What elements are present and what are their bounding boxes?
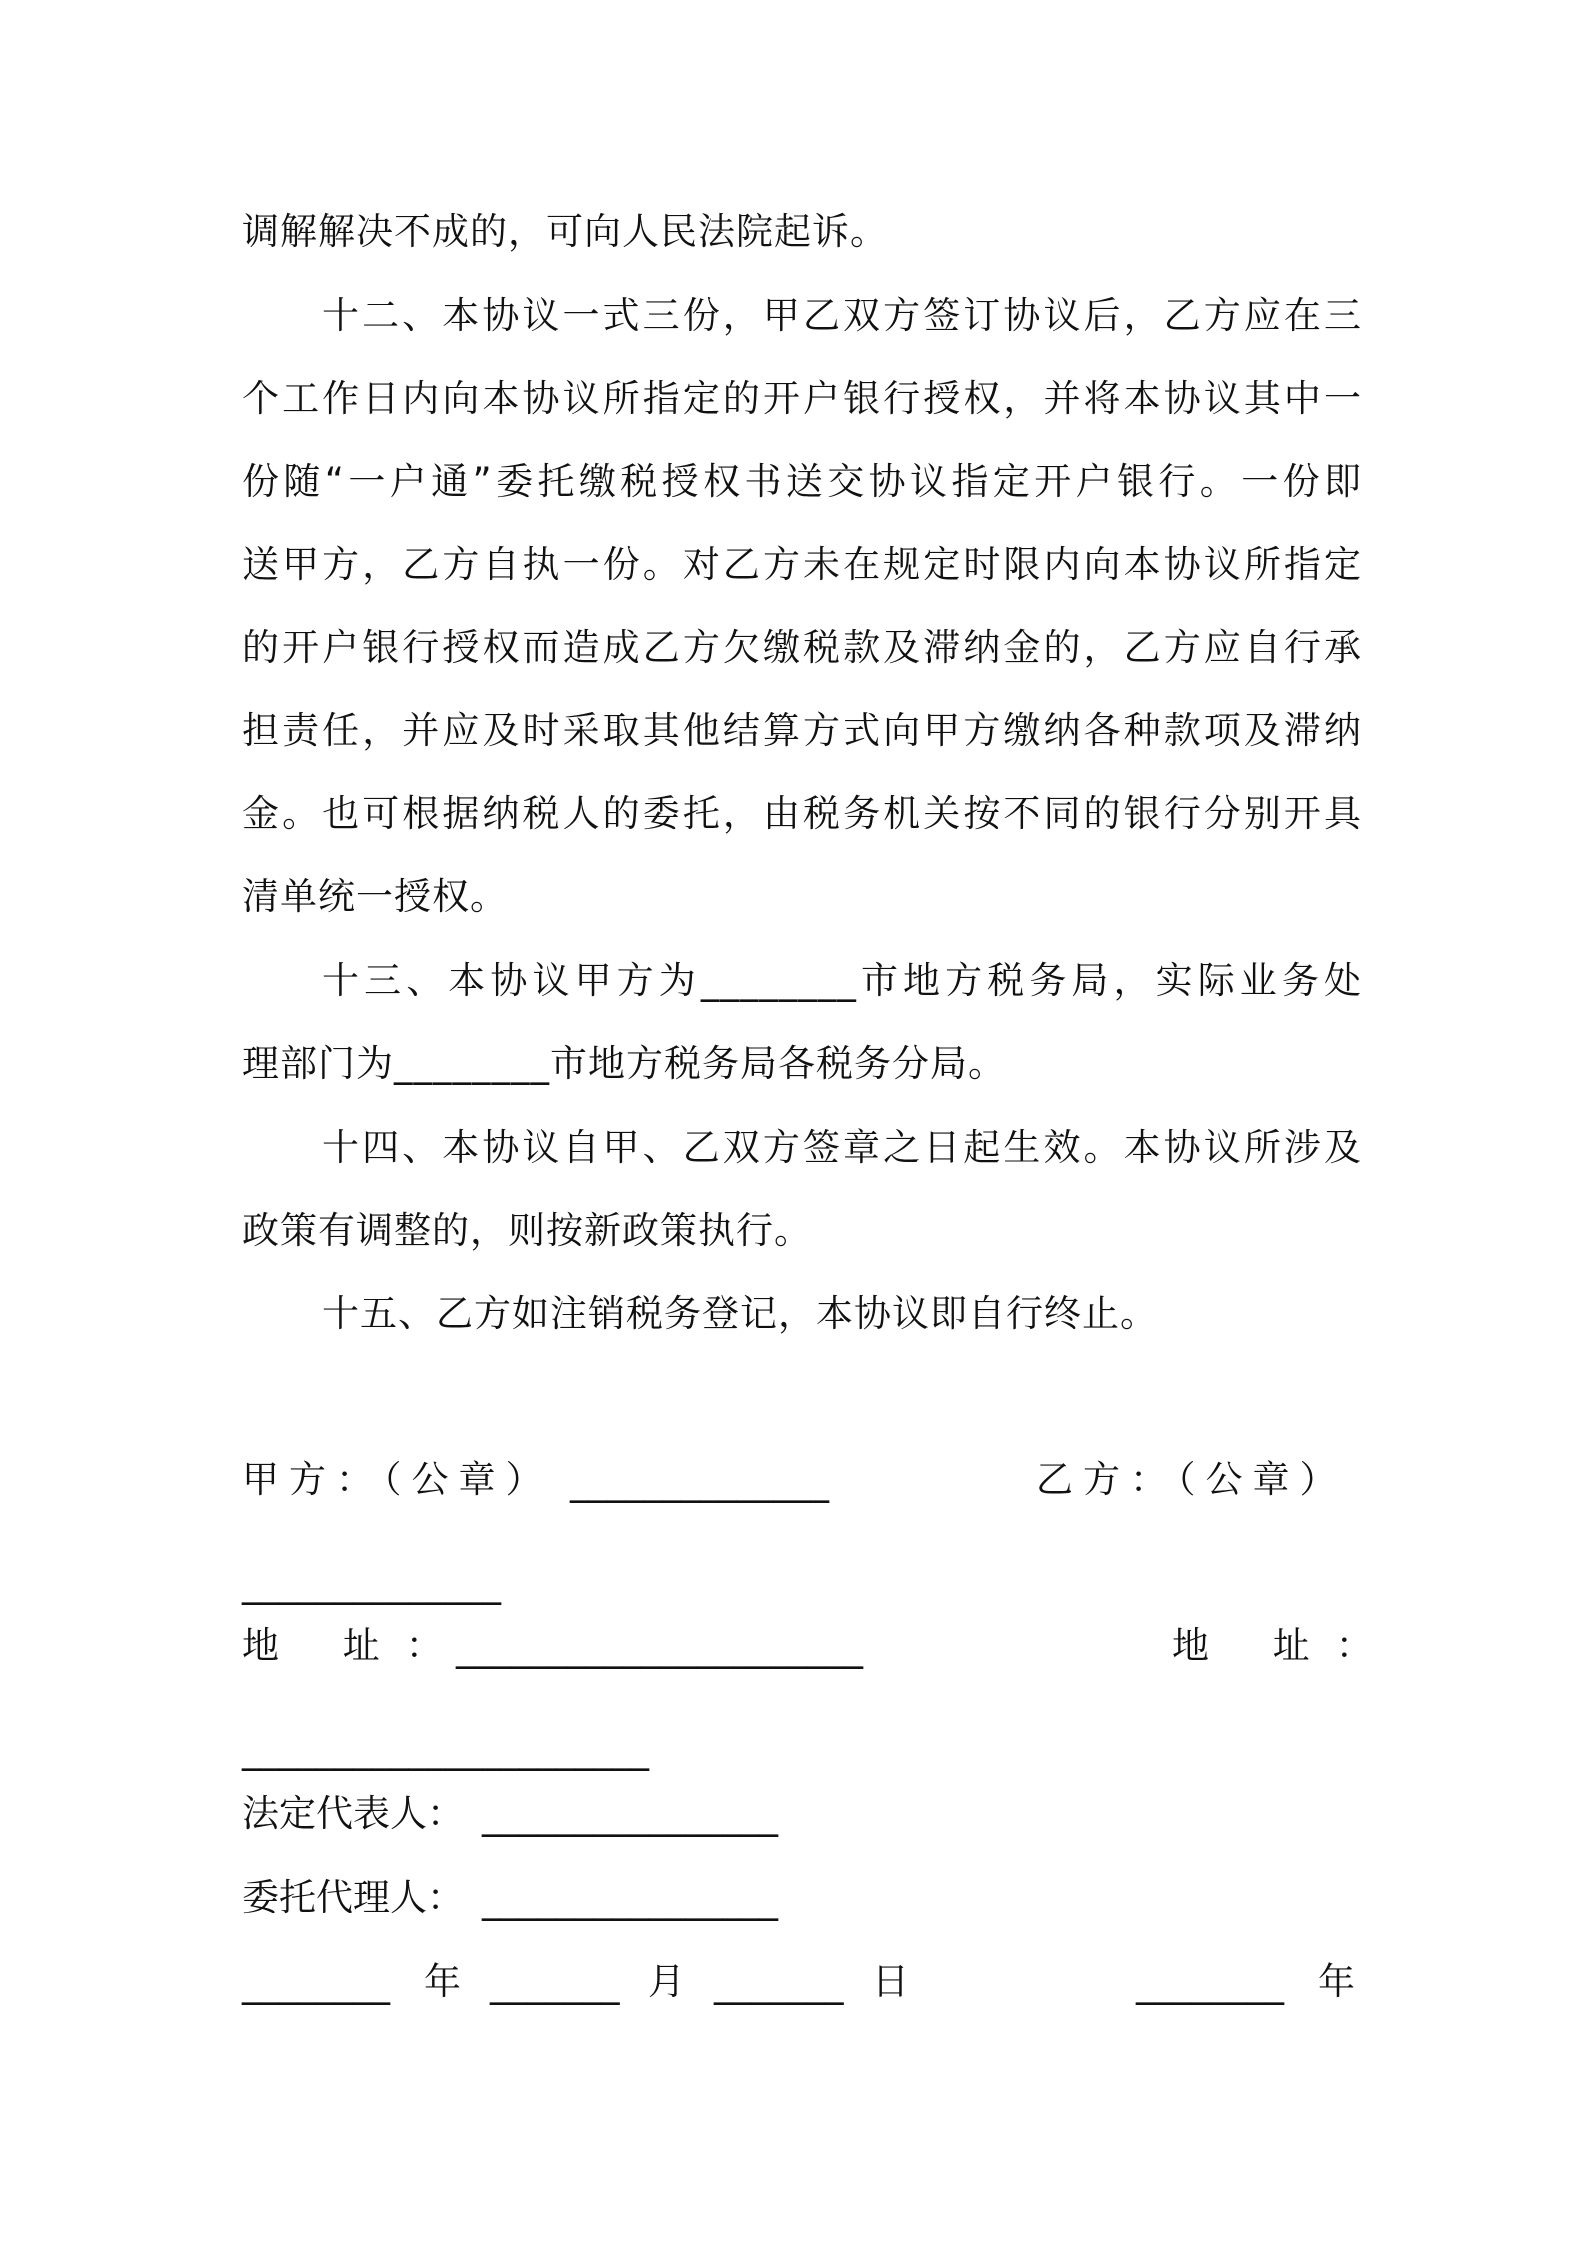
party-b-label: 乙方：（公章） — [1036, 1458, 1347, 1501]
party-a-seal-line: ______________ — [570, 1460, 829, 1503]
legal-representative-label: 法定代表人： — [242, 1792, 464, 1835]
clause-eleven-end: 调解解决不成的，可向人民法院起诉。 — [242, 210, 888, 253]
date-year-char: 年 — [424, 1960, 461, 2003]
address-a-line: ______________________ — [456, 1626, 863, 1669]
legal-representative-line: ________________ — [482, 1794, 778, 1837]
agent-label: 委托代理人： — [242, 1876, 464, 1919]
clause-twelve-line-8: 清单统一授权。 — [242, 875, 508, 918]
clause-thirteen-line-2: 理部门为________市地方税务局各税务分局。 — [242, 1042, 1006, 1085]
clause-twelve-line-5: 的开户银行授权而造成乙方欠缴税款及滞纳金的，乙方应自行承 — [242, 626, 1362, 669]
address-b-label: 地 址： — [1172, 1624, 1399, 1667]
clause-thirteen-line-1: 十三、本协议甲方为________市地方税务局，实际业务处 — [322, 959, 1362, 1002]
clause-twelve-line-6: 担责任，并应及时采取其他结算方式向甲方缴纳各种款项及滞纳 — [242, 709, 1362, 752]
address-a-label: 地 址： — [242, 1624, 469, 1667]
date-day-line: _______ — [714, 1962, 844, 2005]
clause-fourteen-line-1: 十四、本协议自甲、乙双方签章之日起生效。本协议所涉及 — [322, 1126, 1362, 1169]
date-month-char: 月 — [648, 1960, 685, 2003]
clause-twelve-line-2: 个工作日内向本协议所指定的开户银行授权，并将本协议其中一 — [242, 377, 1362, 420]
clause-twelve-line-3: 份随“一户通”委托缴税授权书送交协议指定开户银行。一份即 — [242, 460, 1362, 503]
clause-fourteen-line-2: 政策有调整的，则按新政策执行。 — [242, 1209, 812, 1252]
party-b-seal-line: ______________ — [242, 1562, 501, 1605]
date-month-line: _______ — [490, 1962, 620, 2005]
clause-twelve-line-7: 金。也可根据纳税人的委托，由税务机关按不同的银行分别开具 — [242, 792, 1362, 835]
clause-twelve-line-4: 送甲方，乙方自执一份。对乙方未在规定时限内向本协议所指定 — [242, 543, 1362, 586]
date2-year-line: ________ — [1136, 1962, 1284, 2005]
date-year-line: ________ — [242, 1962, 390, 2005]
address-b-line: ______________________ — [242, 1728, 649, 1771]
date2-year-char: 年 — [1318, 1960, 1355, 2003]
clause-fifteen: 十五、乙方如注销税务登记，本协议即自行终止。 — [322, 1292, 1158, 1335]
agent-line: ________________ — [482, 1878, 778, 1921]
clause-twelve-line-1: 十二、本协议一式三份，甲乙双方签订协议后，乙方应在三 — [322, 294, 1362, 337]
party-a-label: 甲方：（公章） — [242, 1458, 553, 1501]
date-day-char: 日 — [872, 1960, 909, 2003]
